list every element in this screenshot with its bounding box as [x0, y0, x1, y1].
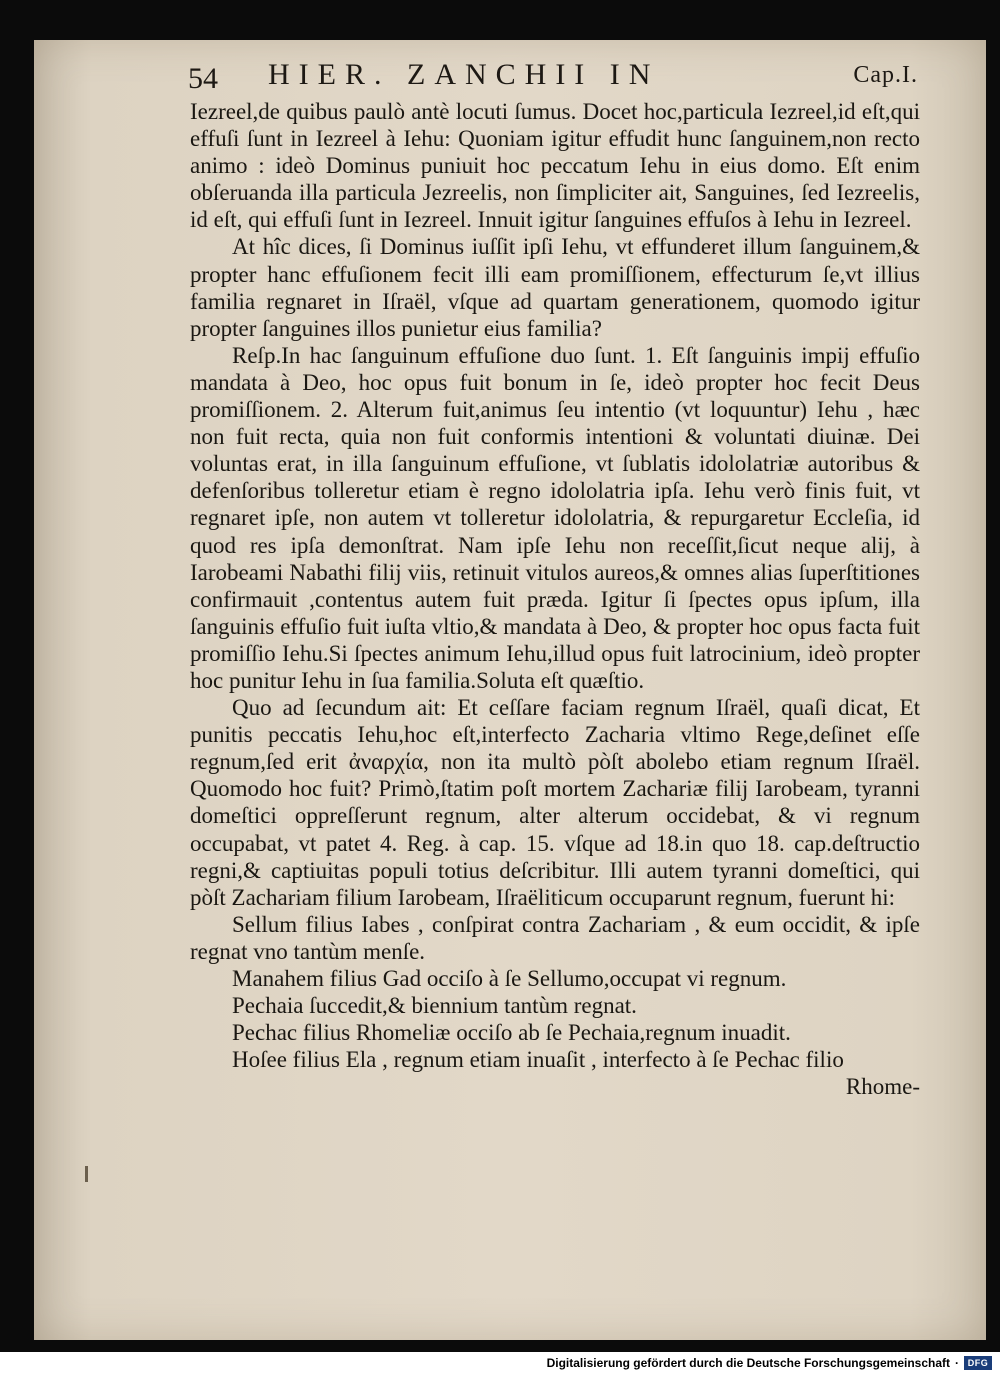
paragraph: At hîc dices, ſi Dominus iuſſit ipſi Iehu, vt effunderet illum ſanguinem,& propter hanc effuſionem fecit illi eam promiſſionem, effecturum ſe,vt illius familia regnaret in Iſraël, vſque ad quartam generationem, quomodo igitur propter ſanguines illos punietur eius familia?: [190, 234, 920, 341]
body-text: [190, 98, 920, 1100]
paragraph: Iezreel,de quibus paulò antè locuti ſumus. Docet hoc,particula Iezreel,id eſt,qui effuſi ſunt in Iezreel à Iehu: Quoniam igitur effudit hunc ſanguinem,non recto animo : ideò Dominus puniuit hoc peccatum Iehu in eius domo. Eſt enim obſeruanda illa particula Jezreelis, non ſimpliciter ait, Sanguines, ſed Iezreelis, id eſt, qui effuſi ſunt in Iezreel. Innuit igitur ſanguines effuſos à Iehu in Iezreel.: [190, 99, 920, 233]
list-item: Manahem filius Gad occiſo à ſe Sellumo,occupat vi regnum.: [232, 966, 787, 991]
paragraph: Reſp.In hac ſanguinum effuſione duo ſunt. 1. Eſt ſanguinis impij effuſio mandata à Deo, hoc opus fuit bonum in ſe, ideò propter hoc fecit Deus promiſſionem. 2. Alterum fuit,animus ſeu intentio (vt loquuntur) Iehu , hæc non fuit recta, quia non fuit conformis intentioni & voluntati diuinæ. Dei voluntas erat, in illa ſanguinum effuſione, vt ſublatis idololatriæ autoribus & defenſoribus tolleretur etiam è regno idololatria ipſa. Iehu verò finis fuit, vt regnaret ipſe, non autem vt tolleretur idololatria, & repurgaretur Eccleſia, id quod res ipſa demonſtrat. Nam ipſe Iehu non receſſit,ſicut neque alij, à Iarobeami Nabathi filij viis, retinuit vitulos aureos,& omnes alias ſuperſtitiones confirmauit ,contentus autem fuit præda. Igitur ſi ſpectes opus ipſum, illa ſanguinis effuſio fuit iuſta vltio,& mandata à Deo, & propter hoc opus facta fuit promiſſio Iehu.Si ſpectes animum Iehu,illud opus fuit latrocinium, ideò propter hoc punitur Iehu in ſua familia.Soluta eſt quæſtio.: [190, 342, 920, 693]
page-header: [188, 58, 918, 98]
credit-text: Digitalisierung gefördert durch die Deutsche Forschungsgemeinschaft: [546, 1356, 950, 1370]
chapter-label: Cap.I.: [853, 62, 918, 88]
running-title: HIER. ZANCHII IN: [268, 58, 660, 91]
catchword: Rhome-: [845, 1074, 920, 1100]
list-item: Hoſee filius Ela , regnum etiam inuaſit , interfecto à ſe Pechac filio: [232, 1047, 844, 1073]
footer-credit: [547, 1355, 992, 1371]
list-item: Sellum filius Iabes , conſpirat contra Zachariam , & eum occidit, & ipſe regnat vno tantùm menſe.: [190, 911, 920, 964]
paragraph: Quo ad ſecundum ait: Et ceſſare faciam regnum Iſraël, quaſi dicat, Et punitis peccatis Iehu,hoc eſt,interfecto Zacharia vltimo Rege,deſinet eſſe regnum,ſed erit ἀναρχία, non ita multò pòſt abolebo etiam regnum Iſraël. Quomodo hoc fuit? Primò,ſtatim poſt mortem Zachariæ filij Iarobeam, tyranni domeſtici oppreſſerunt regnum, alter alterum occidebat, & vi regnum occupabat, vt patet 4. Reg. à cap. 15. vſque ad 18.in quo 18. cap.deſtructio regni,& captiuitas populi totius deſcribitur. Illi autem tyranni domeſtici, qui pòſt Zachariam filium Iarobeam, Iſraëliticum occuparunt regnum, fuerunt hi:: [190, 695, 920, 910]
dfg-logo-icon: DFG: [964, 1356, 992, 1370]
list-item: Pechac filius Rhomeliæ occiſo ab ſe Pechaia,regnum inuadit.: [232, 1020, 791, 1046]
credit-separator: ·: [955, 1356, 959, 1370]
margin-mark: [85, 1166, 88, 1182]
list-item: Pechaia ſuccedit,& biennium tantùm regnat.: [232, 993, 637, 1019]
page-number: 54: [188, 62, 218, 95]
